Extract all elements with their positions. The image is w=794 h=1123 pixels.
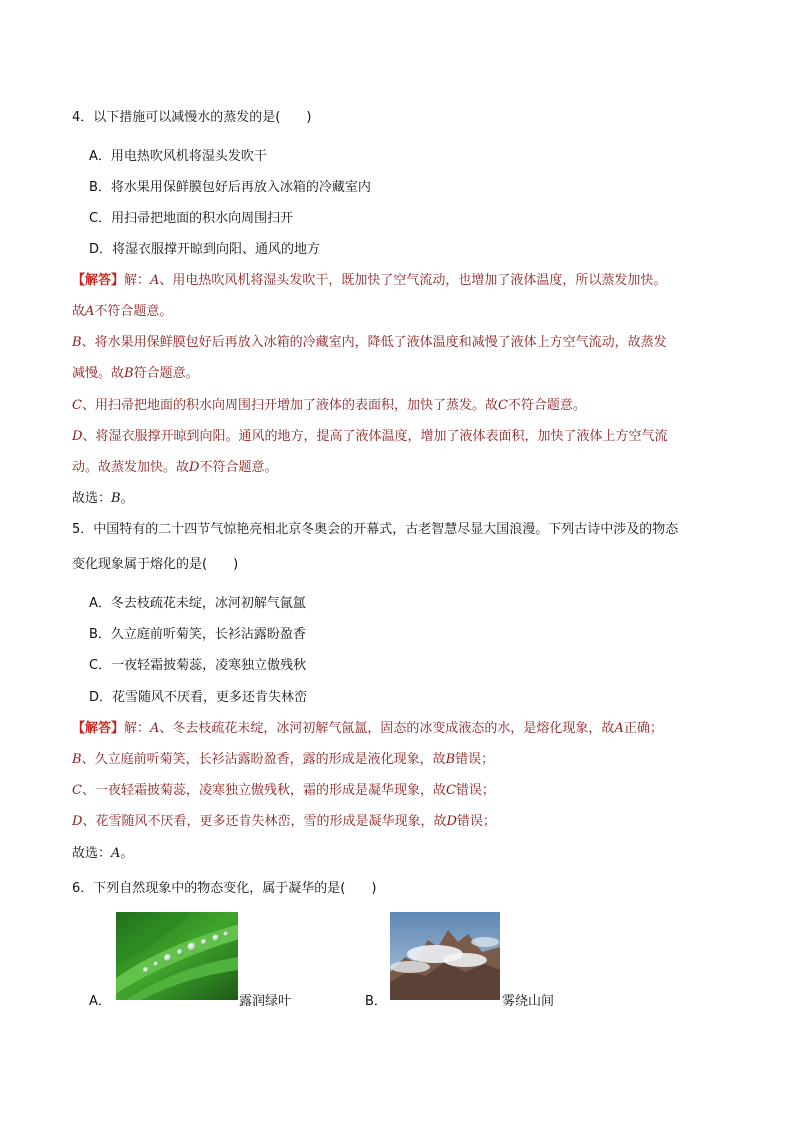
q5-stem-line-2: 变化现象属于熔化的是( ) — [72, 557, 239, 572]
q4-option-a: A．用电热吹风机将湿头发吹干 — [89, 149, 267, 164]
q4-solution-line-2: 故A不符合题意。 — [72, 304, 173, 319]
q4-solution-line-5: C、用扫帚把地面的积水向周围扫开增加了液体的表面积，加快了蒸发。故C不符合题意。 — [72, 398, 586, 413]
q6-stem: 6．下列自然现象中的物态变化，属于凝华的是( ) — [72, 881, 377, 896]
q4-solution-line-1: 【解答】解：A、用电热吹风机将湿头发吹干，既加快了空气流动，也增加了液体温度，所以蒸发加快。 — [72, 273, 667, 288]
q6-option-a-letter: A． — [89, 994, 111, 1009]
q5-option-b: B．久立庭前听菊笑，长衫沾露盼盈香 — [89, 627, 306, 642]
q5-solution-line-4: D、花雪随风不厌看，更多还肯失林峦，雪的形成是凝华现象，故D错误； — [72, 814, 496, 829]
q5-solution-line-2: B、久立庭前听菊笑，长衫沾露盼盈香，露的形成是液化现象，故B错误； — [72, 752, 495, 767]
solution-tag: 【解答】 — [72, 273, 125, 288]
q6-option-a-caption: 露润绿叶 — [239, 994, 292, 1009]
q4-option-d: D．将湿衣服撑开晾到向阳、通风的地方 — [89, 242, 321, 257]
q4-solution-line-6: D、将湿衣服撑开晾到向阳。通风的地方，提高了液体温度，增加了液体表面积，加快了液体上方空气流 — [72, 429, 668, 444]
q6-option-b-letter: B． — [365, 994, 387, 1009]
q4-option-b: B．将水果用保鲜膜包好后再放入冰箱的冷藏室内 — [89, 180, 371, 195]
q5-stem-line-1: 5．中国特有的二十四节气惊艳亮相北京冬奥会的开幕式，古老智慧尽显大国浪漫。下列古诗中涉及的物态 — [72, 522, 679, 537]
q4-option-c: C．用扫帚把地面的积水向周围扫开 — [89, 211, 294, 226]
q6-option-b-caption: 雾绕山间 — [502, 994, 555, 1009]
q4-stem: 4．以下措施可以减慢水的蒸发的是( ) — [72, 110, 312, 125]
dew-leaf-image — [116, 912, 238, 1000]
q5-option-d: D．花雪随风不厌看，更多还肯失林峦 — [89, 690, 308, 705]
q5-option-a: A．冬去枝疏花未绽，冰河初解气氤氲 — [89, 596, 306, 611]
q4-solution-line-4: 减慢。故B符合题意。 — [72, 366, 199, 381]
q5-solution-line-3: C、一夜轻霜披菊蕊，凌寒独立傲残秋，霜的形成是凝华现象，故C错误； — [72, 783, 495, 798]
solution-tag: 【解答】 — [72, 721, 125, 736]
q4-solution-line-7: 动。故蒸发加快。故D不符合题意。 — [72, 460, 278, 475]
q4-answer-select: 故选：B。 — [72, 491, 134, 506]
q4-solution-line-3: B、将水果用保鲜膜包好后再放入冰箱的冷藏室内，降低了液体温度和减慢了液体上方空气流动，故蒸发 — [72, 335, 667, 350]
q5-solution-line-1: 【解答】解：A、冬去枝疏花未绽，冰河初解气氤氲，固态的冰变成液态的水，是熔化现象，故A正确； — [72, 721, 663, 736]
q5-answer-select: 故选：A。 — [72, 846, 134, 861]
q5-option-c: C．一夜轻霜披菊蕊，凌寒独立傲残秋 — [89, 658, 307, 673]
mountain-fog-image — [390, 912, 500, 1000]
